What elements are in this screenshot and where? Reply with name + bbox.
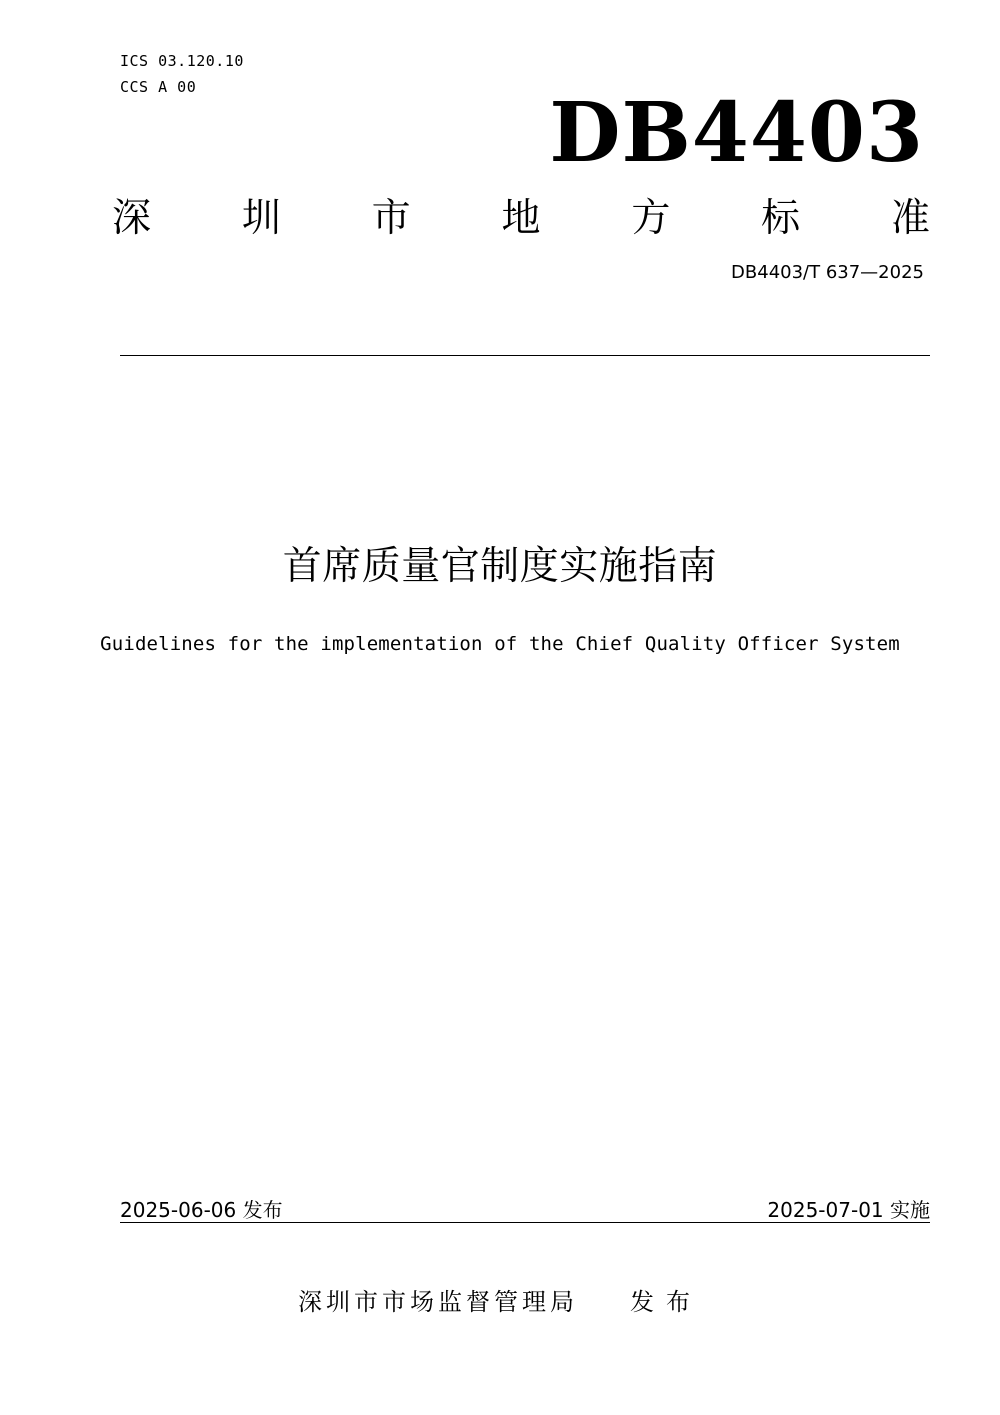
document-title-chinese: 首席质量官制度实施指南 — [282, 544, 718, 589]
publish-date: 2025-06-06 发布 — [120, 1198, 283, 1222]
ccs-code: CCS A 00 — [120, 78, 197, 96]
standard-type-char: 方 — [631, 196, 671, 241]
ics-code: ICS 03.120.10 — [120, 52, 244, 70]
header-divider — [120, 355, 930, 356]
standard-type-char: 标 — [761, 196, 801, 241]
standard-number: DB4403/T 637—2025 — [731, 262, 924, 283]
issue-action: 发布 — [630, 1288, 702, 1316]
issuing-organization: 深圳市市场监督管理局 — [298, 1288, 578, 1316]
standard-type-char: 深 — [112, 196, 152, 241]
standard-code-heading: DB4403 — [549, 85, 924, 181]
footer-divider — [120, 1222, 930, 1223]
standard-type-char: 圳 — [241, 196, 281, 241]
implementation-date: 2025-07-01 实施 — [767, 1198, 930, 1222]
standard-type-char: 地 — [501, 196, 541, 241]
document-title-english: Guidelines for the implementation of the Chief Quality Officer System — [100, 633, 900, 655]
issuer-line — [0, 1286, 1000, 1318]
standard-type-char: 准 — [890, 196, 930, 241]
standard-type-label — [112, 192, 930, 246]
standard-type-char: 市 — [371, 196, 411, 241]
